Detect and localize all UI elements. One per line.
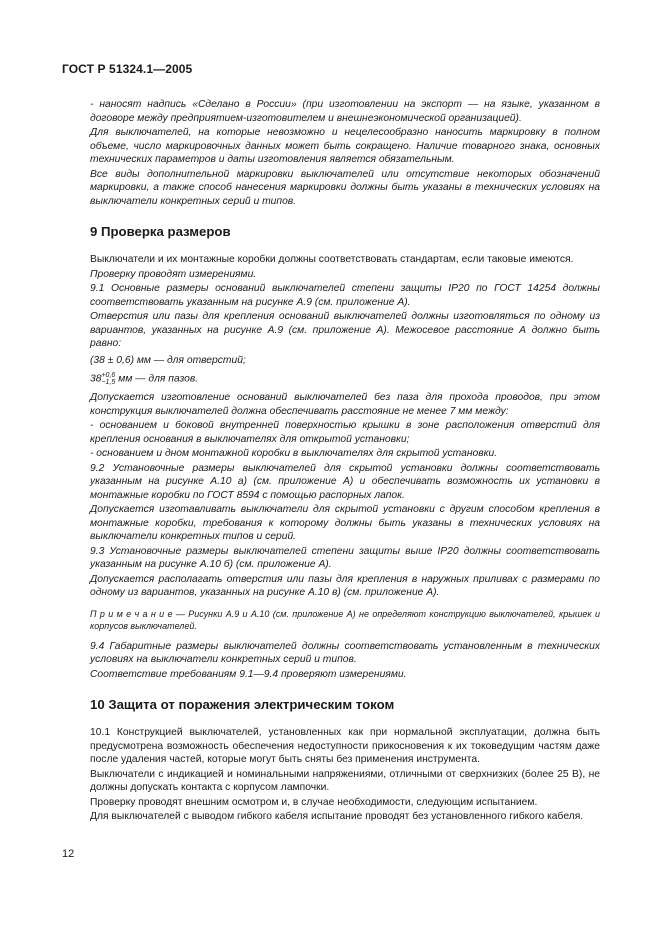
paragraph: 9.3 Установочные размеры выключателей степени защиты выше IP20 должны соответствовать указанным на рисунке А.10 б) (см. приложение А). bbox=[90, 545, 600, 571]
paragraph: - наносят надпись «Сделано в России» (при изготовлении на экспорт — на языке, указанном в договоре между предприятием-изготовителем и внешнеэкономической организацией). bbox=[90, 99, 600, 124]
tolerance-upper: +0,6 bbox=[101, 372, 116, 379]
document-header: ГОСТ Р 51324.1—2005 bbox=[62, 62, 193, 76]
page-content bbox=[90, 98, 600, 825]
paragraph: Выключатели и их монтажные коробки должны соответствовать стандартам, если таковые имеются. bbox=[90, 254, 574, 265]
paragraph: - основанием и боковой внутренней поверхностью крышки в зоне расположения отверстий для крепления основания в выключателях для открытой установки; bbox=[90, 420, 600, 445]
note: П р и м е ч а н и е — Рисунки А.9 и А.10 (см. приложение А) не определяют конструкцию выключателей, крышек и корпусов выключателей. bbox=[90, 608, 600, 631]
section-10-heading: 10 Защита от поражения электрическим током bbox=[90, 697, 395, 713]
paragraph: 9.4 Габаритные размеры выключателей должны соответствовать установленным в технических условиях на выключатели конкретных серий и типов. bbox=[90, 640, 600, 666]
tolerance bbox=[101, 372, 115, 386]
paragraph: Проверку проводят внешним осмотром и, в случае необходимости, следующим испытанием. bbox=[90, 796, 538, 808]
paragraph: 9.2 Установочные размеры выключателей для скрытой установки должны соответствовать указанным на рисунке А.10 а) (см. приложение А) и обеспечивать возможность их установки в монтажные коробки по ГОСТ 8594 с помощью распорных лапок. bbox=[90, 462, 600, 501]
paragraph: Допускается располагать отверстия или пазы для крепления в наружных приливах с размерами по одному из вариантов, указанных на рисунке А.10 в) (см. приложение А). bbox=[90, 573, 600, 599]
paragraph: 10.1 Конструкцией выключателей, установленных как при нормальной эксплуатации, должна быть предусмотрена возможность обеспечения недоступности прикосновения к их токоведущим частям даже после удаления частей, которые могут быть сняты без применения инструмента. bbox=[90, 727, 600, 766]
paragraph: - основанием и дном монтажной коробки в выключателях для скрытой установки. bbox=[90, 448, 498, 460]
paragraph: (38 ± 0,6) мм — для отверстий; bbox=[90, 354, 246, 366]
page-number: 12 bbox=[62, 848, 75, 860]
tolerance-line bbox=[90, 372, 600, 386]
paragraph: Отверстия или пазы для крепления оснований выключателей должны изготовляться по одному из вариантов, указанных на рисунке А.9 (см. приложение А). Межосевое расстояние А должно быть равно: bbox=[90, 311, 600, 349]
paragraph: 9.1 Основные размеры оснований выключателей степени защиты IP20 по ГОСТ 14254 должны соответствовать указанным на рисунке А.9 (см. приложение А). bbox=[90, 283, 600, 308]
tolerance-lower: −1,5 bbox=[101, 379, 116, 386]
section-9-heading: 9 Проверка размеров bbox=[90, 224, 231, 239]
dimension-rest: мм — для пазов. bbox=[118, 373, 199, 385]
paragraph: Все виды дополнительной маркировки выключателей или отсутствие некоторых обозначений маркировки, а также способ нанесения маркировки должны быть указаны в технических условиях на выключатели конкретных серий и типов. bbox=[90, 168, 600, 207]
paragraph: Для выключателей, на которые невозможно и нецелесообразно наносить маркировку в полном объеме, число маркировочных данных может быть сокращено. Наличие товарного знака, основных технических параметров и даты изготовления является обязательным. bbox=[90, 127, 600, 165]
paragraph: Допускается изготовление оснований выключателей без паза для прохода проводов, при этом конструкция выключателей должна обеспечивать расстояние не менее 7 мм между: bbox=[90, 392, 600, 417]
paragraph: Допускается изготавливать выключатели для скрытой установки с другим способом крепления в монтажные коробки, требования к которому должны быть указаны в технических условиях на выключатели конкретных типов и серий. bbox=[90, 504, 600, 543]
paragraph: Проверку проводят измерениями. bbox=[90, 268, 257, 280]
paragraph: Соответствие требованиям 9.1—9.4 проверяют измерениями. bbox=[90, 668, 407, 680]
paragraph: Выключатели с индикацией и номинальными напряжениями, отличными от сверхнизких (более 25 В), не должны допускать контакта с корпусом лампочки. bbox=[90, 768, 600, 794]
paragraph: Для выключателей с выводом гибкого кабеля испытание проводят без установленного гибкого кабеля. bbox=[90, 811, 584, 823]
dimension-base: 38 bbox=[90, 373, 102, 385]
